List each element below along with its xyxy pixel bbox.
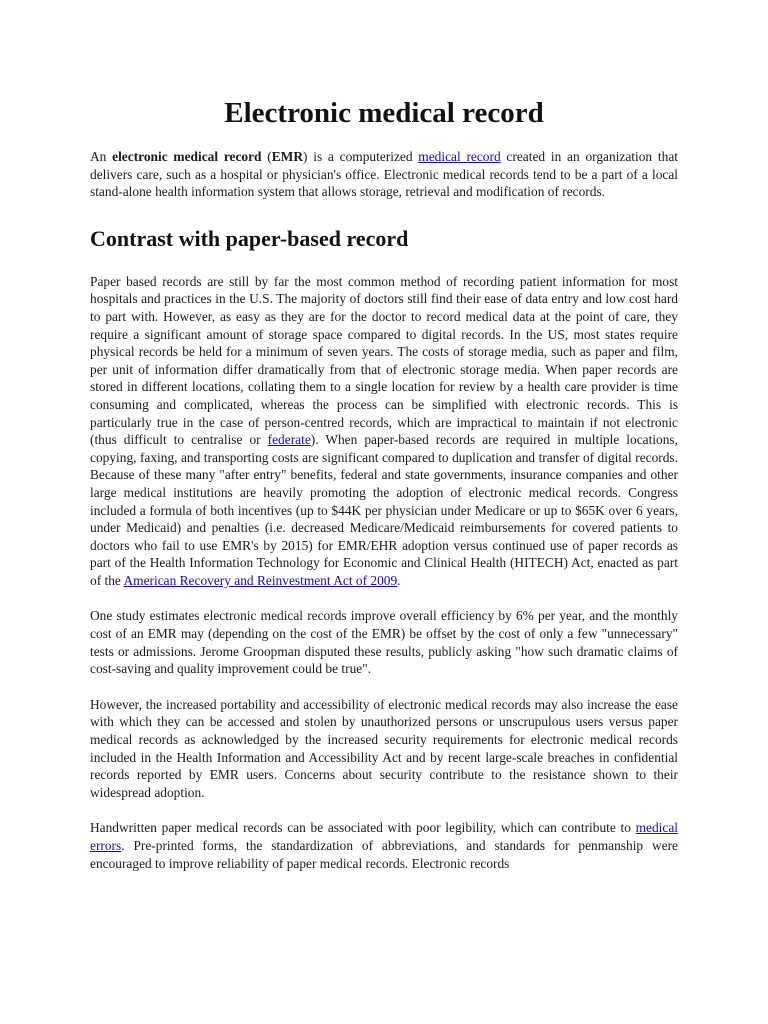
- paragraph-text: Paper based records are still by far the most common method of recording patient information for most hospitals and practices in the U.S. The majority of doctors still find their ease of data entry and low cost hard to part with. However, as easy as they are for the doctor to record medical data at the point of care, they require a significant amount of storage space compared to digital records. In the US, most states require physical records be held for a minimum of seven years. The costs of storage media, such as paper and film, per unit of information differ dramatically from that of electronic storage media. When paper records are stored in different locations, collating them to a single location for review by a health care provider is time consuming and complicated, whereas the process can be simplified with electronic records. This is particularly true in the case of person-centred records, which are impractical to maintain if not electronic (thus difficult to centralise or: [90, 273, 678, 448]
- paragraph-text: .: [397, 572, 401, 588]
- paragraph-paper-records: [90, 273, 678, 590]
- intro-bold-abbr: EMR: [271, 149, 303, 164]
- link-federate[interactable]: federate: [267, 432, 311, 448]
- paragraph-efficiency-study: One study estimates electronic medical records improve overall efficiency by 6% per year, and the monthly cost of an EMR may (depending on the cost of the EMR) be offset by the cost of only a few "unnecessary" tests or admissions. Jerome Groopman disputed these results, publicly asking "how such dramatic claims of cost-saving and quality improvement could be true".: [90, 608, 678, 677]
- page-title: Electronic medical record: [224, 97, 544, 129]
- paragraph-text: . Pre-printed forms, the standardization of abbreviations, and standards for penmanship were encouraged to improve reliability of paper medical records. Electronic records: [90, 838, 678, 871]
- link-medical-record[interactable]: medical record: [418, 149, 501, 164]
- link-american-recovery-act[interactable]: American Recovery and Reinvestment Act of 2009: [123, 572, 398, 588]
- section-heading: Contrast with paper-based record: [90, 225, 409, 251]
- intro-paragraph: [90, 148, 678, 201]
- intro-text-3: ) is a computerized: [303, 149, 419, 164]
- intro-text-1: An: [90, 149, 113, 164]
- intro-text-2: (: [261, 149, 272, 164]
- paragraph-text: Handwritten paper medical records can be associated with poor legibility, which can contribute to: [90, 820, 636, 836]
- intro-text-4: created in an organization that delivers care, such as a hospital or physician's office. Electronic medical records tend to be a part of a local stand-alone health information system that allows storage, retrieval and modification of records.: [90, 149, 678, 200]
- paragraph-handwritten: [90, 819, 678, 872]
- paragraph-text: ). When paper-based records are required in multiple locations, copying, faxing, and transporting costs are significant compared to duplication and transfer of digital records. Because of these many "after entry" benefits, federal and state governments, insurance companies and other large medical institutions are heavily promoting the adoption of electronic medical records. Congress included a formula of both incentives (up to $44K per physician under Medicare or up to $65K over 6 years, under Medicaid) and penalties (i.e. decreased Medicare/Medicaid reimbursements for covered patients to doctors who fail to use EMR's by 2015) for EMR/EHR adoption versus continued use of paper records as part of the Health Information Technology for Economic and Clinical Health (HITECH) Act, enacted as part of the: [90, 432, 678, 588]
- paragraph-security: However, the increased portability and accessibility of electronic medical records may also increase the ease with which they can be accessed and stolen by unauthorized persons or unscrupulous users versus paper medical records as acknowledged by the increased security requirements for electronic medical records included in the Health Information and Accessibility Act and by recent large-scale breaches in confidential records reported by EMR users. Concerns about security contribute to the resistance shown to their widespread adoption.: [90, 696, 678, 800]
- link-medical-errors[interactable]: medical errors: [90, 820, 678, 853]
- intro-bold-term: electronic medical record: [112, 149, 262, 164]
